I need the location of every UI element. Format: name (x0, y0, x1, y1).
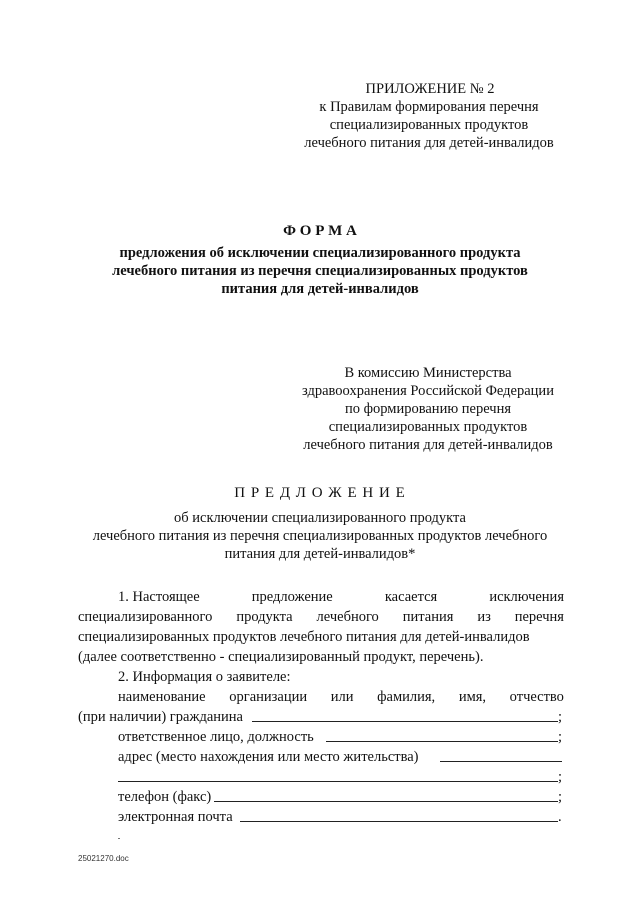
semicolon: ; (558, 729, 563, 745)
semicolon: ; (558, 709, 563, 725)
word: наименование (118, 689, 206, 705)
addressee-line-3: по формированию перечня (344, 401, 512, 417)
word: питания (402, 609, 454, 625)
word: или (330, 689, 354, 705)
word: 1. Настоящее (118, 589, 200, 605)
semicolon: ; (558, 789, 563, 805)
word: фамилия, (377, 689, 436, 705)
paragraph-2-heading: 2. Информация о заявителе: (118, 669, 291, 685)
field-email-label: электронная почта (118, 809, 233, 825)
proposal-subtitle-3: питания для детей-инвалидов* (224, 546, 416, 562)
proposal-subtitle-1: об исключении специализированного продукта (174, 510, 466, 526)
addressee-line-5: лечебного питания для детей-инвалидов (303, 437, 553, 453)
word: из (477, 609, 491, 625)
footer-filename: 25021270.doc (78, 854, 129, 863)
word: отчество (509, 689, 564, 705)
appendix-line-3: лечебного питания для детей-инвалидов (304, 135, 554, 151)
field-address-line[interactable] (440, 749, 562, 762)
form-subtitle-3: питания для детей-инвалидов (221, 281, 419, 297)
paragraph-1-line-3: специализированных продуктов лечебного питания для детей-инвалидов (78, 629, 530, 645)
field-responsible-person-line[interactable] (326, 729, 558, 742)
form-subtitle-2: лечебного питания из перечня специализированных продуктов (112, 263, 528, 279)
field-phone-label: телефон (факс) (118, 789, 212, 805)
field-address-label: адрес (место нахождения или место жительства) (118, 749, 419, 765)
proposal-subtitle-2: лечебного питания из перечня специализированных продуктов лечебного (92, 528, 548, 544)
form-subtitle-1: предложения об исключении специализированного продукта (119, 245, 521, 261)
addressee-line-1: В комиссию Министерства (344, 365, 512, 381)
paragraph-1-line-1 (118, 588, 564, 607)
field-applicant-name-line[interactable] (252, 709, 558, 722)
word: имя, (458, 689, 487, 705)
appendix-title: ПРИЛОЖЕНИЕ № 2 (365, 81, 495, 97)
field-applicant-name-label-2: (при наличии) гражданина (78, 709, 243, 725)
field-responsible-person-label: ответственное лицо, должность (118, 729, 314, 745)
form-title: Ф О Р М А (283, 223, 357, 239)
field-email-line[interactable] (240, 809, 558, 822)
word: касается (384, 589, 438, 605)
field-applicant-name-label (118, 688, 564, 707)
addressee-line-4: специализированных продуктов (328, 419, 528, 435)
period: . (558, 809, 562, 825)
footnote-marker (118, 838, 120, 839)
word: организации (229, 689, 308, 705)
field-phone-line[interactable] (214, 789, 558, 802)
word: исключения (489, 589, 564, 605)
proposal-title: П Р Е Д Л О Ж Е Н И Е (234, 485, 406, 501)
word: перечня (514, 609, 564, 625)
paragraph-1-line-2 (78, 608, 564, 627)
semicolon: ; (558, 769, 563, 785)
word: продукта (236, 609, 293, 625)
field-address-line-2[interactable] (118, 769, 558, 782)
word: лечебного (316, 609, 379, 625)
appendix-line-2: специализированных продуктов (329, 117, 529, 133)
appendix-line-1: к Правилам формирования перечня (319, 99, 539, 115)
word: предложение (251, 589, 333, 605)
word: специализированного (78, 609, 213, 625)
paragraph-1-line-4: (далее соответственно - специализированный продукт, перечень). (78, 649, 484, 665)
addressee-line-2: здравоохранения Российской Федерации (302, 383, 554, 399)
